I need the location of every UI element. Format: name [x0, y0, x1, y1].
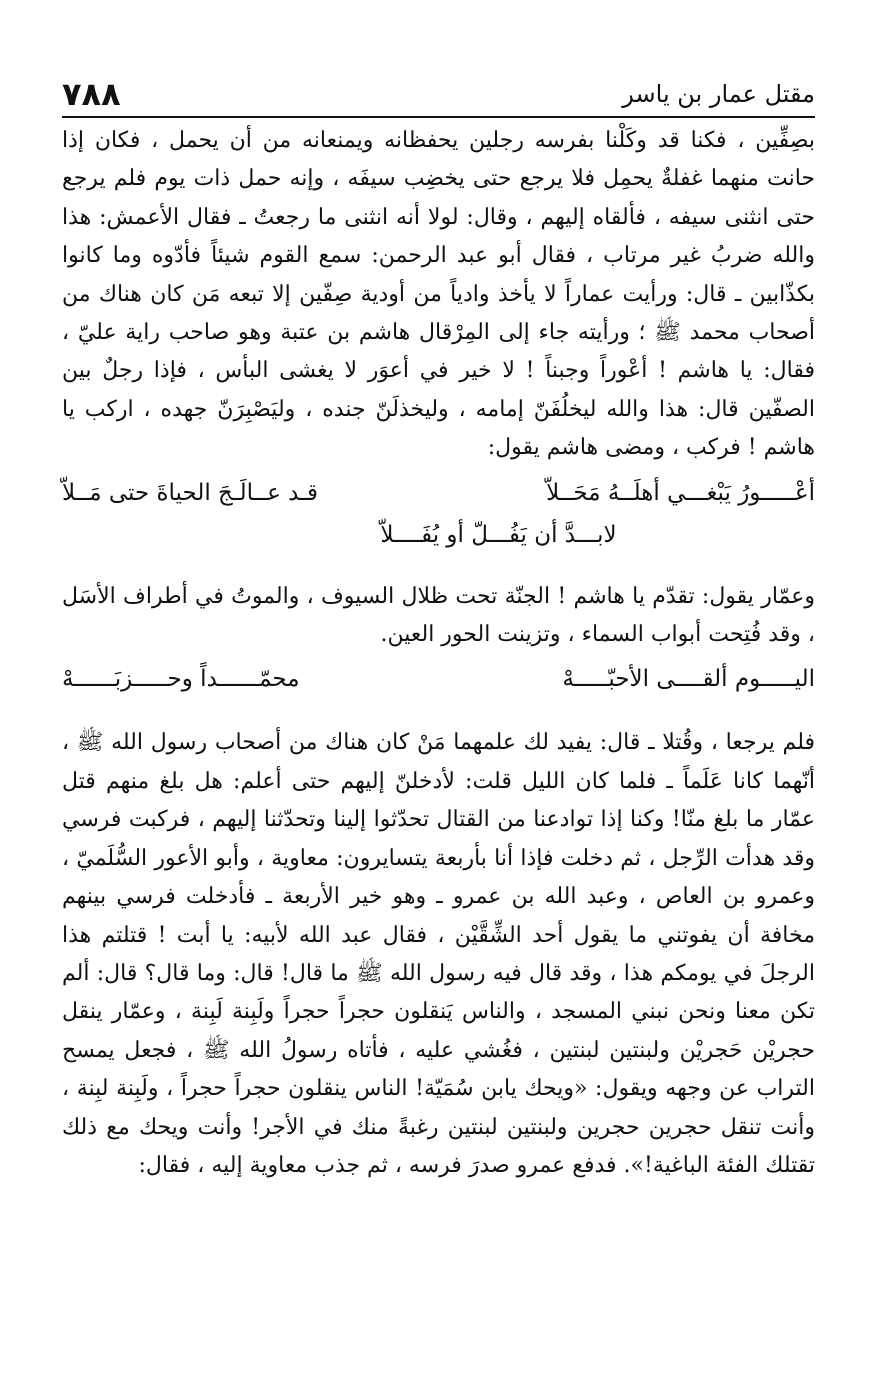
poem-hashim-hemistich-2: قـد عــالَـجَ الحياةَ حتى مَــلاّ [62, 479, 318, 506]
page-number: ٧٨٨ [62, 75, 121, 113]
poem-hashim-line-1 [62, 472, 815, 514]
paragraph-narration-1: بصِفِّين ، فكنا قد وكَلْنا بفرسه رجلين يحفظانه ويمنعانه من أن يحمل ، فكان إذا حانت منهما غفلةٌ يحمِل فلا يرجع حتى يخضِب سيفَه ، وإنه حمل ذات يوم فلم يرجع حتى انثنى سيفه ، فألقاه إليهم ، وقال: لولا أنه انثنى ما رجعتُ ـ فقال الأعمش: هذا والله ضربُ غير مرتاب ، فقال أبو عبد الرحمن: سمع القوم شيئاً فأدّوه وما كانوا بكذّابين ـ قال: ورأيت عماراً لا يأخذ وادياً من أودية صِفّين إلا تبعه مَن كان هناك من أصحاب محمد ﷺ ؛ ورأيته جاء إلى المِرْقال هاشم بن عتبة وهو صاحب راية عليّ ، فقال: يا هاشم ! أعْوراً وجبناً ! لا خير في أعوَر لا يغشى البأس ، فإذا رجلٌ بين الصفّين قال: هذا والله ليخلُفَنّ إمامه ، وليخذلَنّ جنده ، وليَصْبِرَنّ جهده ، اركب يا هاشم ! فركب ، ومضى هاشم يقول: [62, 128, 815, 461]
page-body [62, 122, 815, 1185]
poem-ammar [62, 658, 815, 700]
paragraph-ammar-speech: وعمّار يقول: تقدّم يا هاشم ! الجنّة تحت ظلال السيوف ، والموتُ في أطراف الأسَل ، وقد فُتِحت أبواب السماء ، وتزينت الحور العين. [62, 583, 815, 648]
poem-hashim [62, 472, 815, 556]
running-title: مقتل عمار بن ياسر [622, 80, 815, 108]
poem-ammar-hemistich-1: اليـــــوم ألقــــى الأحبّـــــهْ [562, 666, 815, 693]
paragraph-narration-2: فلم يرجعا ، وقُتلا ـ قال: يفيد لك علمهما مَنْ كان هناك من أصحاب رسول الله ﷺ ، أنّهما كانا عَلَماً ـ فلما كان الليل قلت: لأدخلنّ إليهم حتى أعلم: هل بلغ منهم قتل عمّار ما بلغ منّا! وكنا إذا توادعنا من القتال تحدّثوا إلينا وتحدّثنا إليهم ، فركبت فرسي وقد هدأت الرِّجل ، ثم دخلت فإذا أنا بأربعة يتسايرون: معاوية ، وأبو الأعور السُّلَميّ ، وعمرو بن العاص ، وعبد الله بن عمرو ـ وهو خير الأربعة ـ فأدخلت فرسي بينهم مخافة أن يفوتني ما يقول أحد الشِّقَّيْن ، فقال عبد الله لأبيه: يا أبت ! قتلتم هذا الرجلَ في يومكم هذا ، وقد قال فيه رسول الله ﷺ ما قال! قال: وما قال؟ قال: ألم تكن معنا ونحن نبني المسجد ، والناس يَنقلون حجراً حجراً ولَبِنة لَبِنة ، وعمّار ينقل حجريْن حَجريْن ولبنتين لبنتين ، فغُشي عليه ، فأتاه رسولُ الله ﷺ ، فجعل يمسح التراب عن وجهه ويقول: «ويحك يابن سُمَيّة! الناس ينقلون حجراً حجراً ، ولَبِنة لبِنة ، وأنت تنقل حجرين حجرين ولبنتين لبنتين رغبةً منك في الأجر! وأنت ويحك مع ذلك تقتلك الفئة الباغية!». فدفع عمرو صدرَ فرسه ، ثم جذب معاوية إليه ، فقال: [62, 730, 815, 1178]
poem-ammar-hemistich-2: محمّــــــداً وحـــــزبَــــــهْ [62, 666, 300, 693]
poem-ammar-line [62, 658, 815, 700]
poem-hashim-hemistich-1: أعْـــــورُ يَبْغـــي أهلَــهُ مَحَــلاّ [546, 479, 815, 506]
page-header [62, 70, 815, 118]
poem-hashim-hemistich-3: لابـــدَّ أن يَفُـــلّ أو يُفَــــلاّ [380, 521, 617, 548]
poem-hashim-line-2 [62, 514, 815, 556]
